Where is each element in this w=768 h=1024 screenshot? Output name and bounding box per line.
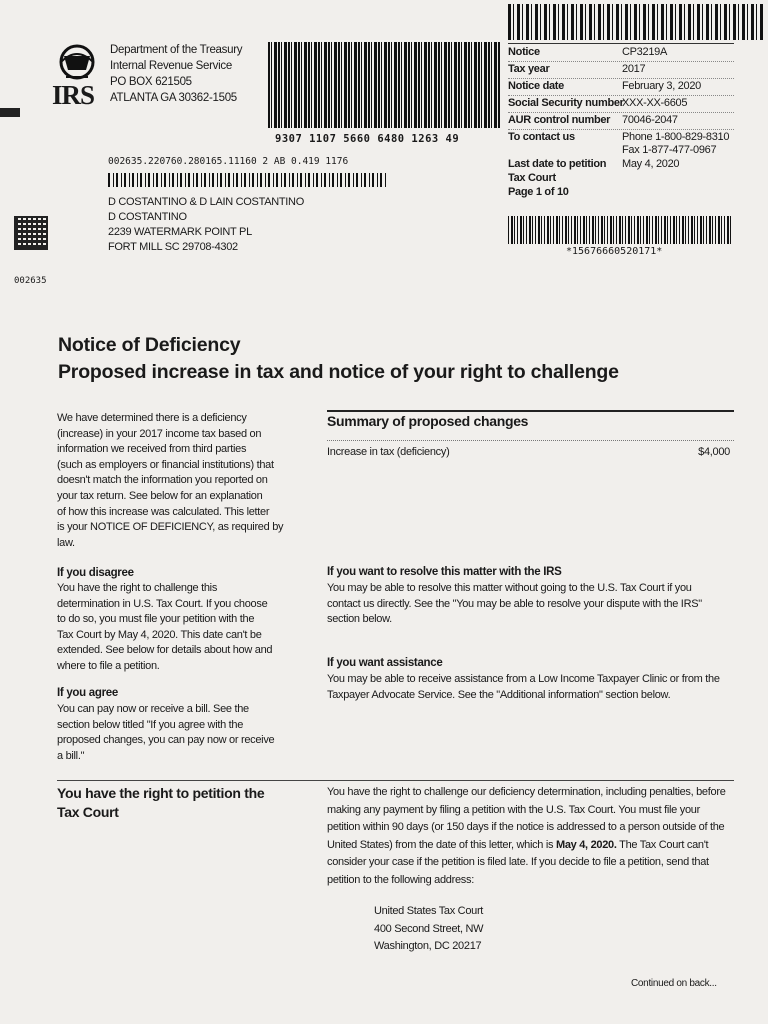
agree-line: section below titled "If you agree with the <box>57 718 244 731</box>
agree-line: You can pay now or receive a bill. See the <box>57 703 249 715</box>
tax-year-label: Tax year <box>508 63 550 75</box>
page-info: Page 1 of 10 <box>508 186 569 198</box>
assistance-line: You may be able to receive assistance from a Low Income Taxpayer Clinic or from the <box>327 673 720 685</box>
tax-court-address <box>374 903 483 956</box>
top-right-barcode <box>508 4 764 40</box>
tracking-barcode <box>268 42 500 128</box>
disagree-line: to do so, you must file your petition with the <box>57 613 255 626</box>
intro-line: is your NOTICE OF DEFICIENCY, as required by <box>57 521 284 534</box>
petition-line-tail: The Tax Court can't <box>616 838 709 851</box>
petition-top-rule <box>57 780 734 781</box>
notice-date-label: Notice date <box>508 80 564 92</box>
recipient-line: FORT MILL SC 29708-4302 <box>108 241 238 253</box>
agree-line: a bill." <box>57 749 85 762</box>
recipient-line: D COSTANTINO & D LAIN COSTANTINO <box>108 196 304 208</box>
petition-deadline-bold: May 4, 2020. <box>555 838 617 851</box>
intro-line: of how this increase was calculated. This letter <box>57 505 270 518</box>
ssn-label: Social Security number <box>508 97 624 109</box>
agree-heading: If you agree <box>57 687 118 699</box>
summary-row-value: $4,000 <box>698 446 730 458</box>
tax-year-row <box>508 62 734 79</box>
agency-line: PO BOX 621505 <box>110 76 192 88</box>
disagree-line: Tax Court by May 4, 2020. This date can't be <box>57 628 262 641</box>
resolve-paragraph <box>327 581 747 628</box>
ssn-value: XXX-XX-6605 <box>622 97 688 109</box>
aur-label: AUR control number <box>508 114 611 126</box>
resolve-heading: If you want to resolve this matter with the IRS <box>327 566 562 578</box>
assistance-line: Taxpayer Advocate Service. See the "Additional information" section below. <box>327 688 671 701</box>
intro-paragraph <box>57 411 297 551</box>
intro-line: (increase) in your 2017 income tax based on <box>57 427 262 440</box>
tracking-number: 9307 1107 5660 6480 1263 49 <box>275 133 460 145</box>
resolve-line: You may be able to resolve this matter without going to the U.S. Tax Court if you <box>327 582 692 594</box>
tax-year-value: 2017 <box>622 63 646 75</box>
disagree-line: extended. See below for details about how and <box>57 644 273 657</box>
tax-court-address-line: 400 Second Street, NW <box>374 922 484 935</box>
contact-row <box>508 130 734 160</box>
contact-phone: Phone 1-800-829-8310 <box>622 131 730 143</box>
disagree-line: where to file a petition. <box>57 659 160 672</box>
qr-code <box>14 216 48 250</box>
disagree-line: determination in U.S. Tax Court. If you choose <box>57 597 268 610</box>
irs-logo <box>52 42 102 108</box>
intro-line: law. <box>57 536 75 549</box>
agency-line: Department of the Treasury <box>110 44 243 56</box>
petition-deadline-label2: Tax Court <box>508 172 556 184</box>
intro-line: (such as employers or financial institutions) that <box>57 458 274 471</box>
disagree-heading: If you disagree <box>57 567 134 579</box>
continued-note: Continued on back... <box>631 978 717 989</box>
notice-subtitle: Proposed increase in tax and notice of your right to challenge <box>58 361 619 383</box>
edge-mark <box>0 108 20 117</box>
petition-line: petition within 90 days (or 150 days if the notice is addressed to a person outside of the <box>327 821 725 833</box>
agree-line: proposed changes, you can pay now or receive <box>57 734 275 747</box>
petition-line-4 <box>327 837 747 855</box>
notice-date-row <box>508 79 734 96</box>
document-barcode <box>508 216 733 244</box>
summary-mid-rule <box>327 440 734 441</box>
notice-date-value: February 3, 2020 <box>622 80 701 92</box>
barcode-number: *15676660520171* <box>566 246 663 257</box>
summary-top-rule <box>327 410 734 412</box>
intro-line: We have determined there is a deficiency <box>57 412 247 424</box>
petition-deadline-value: May 4, 2020 <box>622 158 680 170</box>
tax-court-address-line: United States Tax Court <box>374 905 484 917</box>
petition-line: consider your case if the petition is filed late. If you decide to file a petition, send that <box>327 856 709 868</box>
resolve-line: section below. <box>327 613 392 626</box>
notice-title: Notice of Deficiency <box>58 334 241 356</box>
intro-line: information we received from third parties <box>57 443 247 456</box>
petition-heading <box>57 784 264 822</box>
petition-deadline-row <box>508 157 734 187</box>
aur-row <box>508 113 734 130</box>
contact-fax: Fax 1-877-477-0967 <box>622 144 717 156</box>
petition-heading-line: You have the right to petition the <box>57 785 265 801</box>
notice-row <box>508 45 734 62</box>
postal-barcode <box>108 173 388 187</box>
petition-heading-line: Tax Court <box>57 804 119 820</box>
assistance-paragraph <box>327 672 747 703</box>
notice-label: Notice <box>508 46 540 58</box>
petition-line: You have the right to challenge our deficiency determination, including penalties, before <box>327 786 726 798</box>
agency-address <box>110 42 242 106</box>
side-code: 002635 <box>14 276 47 286</box>
intro-line: your tax return. See below for an explanation <box>57 489 263 502</box>
agency-line: Internal Revenue Service <box>110 60 232 72</box>
table-top-rule <box>508 43 734 44</box>
irs-logo-text: IRS <box>52 80 95 110</box>
agency-line: ATLANTA GA 30362-1505 <box>110 92 237 104</box>
resolve-line: contact us directly. See the "You may be able to resolve your dispute with the IRS" <box>327 597 702 610</box>
assistance-heading: If you want assistance <box>327 657 443 669</box>
summary-row-label: Increase in tax (deficiency) <box>327 446 450 458</box>
agree-paragraph <box>57 702 307 764</box>
petition-paragraph <box>327 784 747 889</box>
aur-value: 70046-2047 <box>622 114 678 126</box>
petition-line-start: United States) from the date of this letter, which is <box>327 838 554 851</box>
intro-line: doesn't match the information you reported on <box>57 474 268 487</box>
notice-value: CP3219A <box>622 46 667 58</box>
petition-line: petition to the following address: <box>327 873 474 886</box>
mail-code-line: 002635.220760.280165.11160 2 AB 0.419 1176 <box>108 156 349 167</box>
disagree-paragraph <box>57 581 307 675</box>
recipient-line: D COSTANTINO <box>108 211 187 223</box>
recipient-address <box>108 195 304 255</box>
petition-deadline-label: Last date to petition <box>508 158 607 170</box>
petition-line: making any payment by filing a petition with the U.S. Tax Court. You must file your <box>327 803 700 816</box>
summary-heading: Summary of proposed changes <box>327 413 529 429</box>
tax-court-address-line: Washington, DC 20217 <box>374 940 482 952</box>
recipient-line: 2239 WATERMARK POINT PL <box>108 226 252 238</box>
contact-label: To contact us <box>508 131 575 143</box>
ssn-row <box>508 96 734 113</box>
disagree-line: You have the right to challenge this <box>57 582 218 594</box>
